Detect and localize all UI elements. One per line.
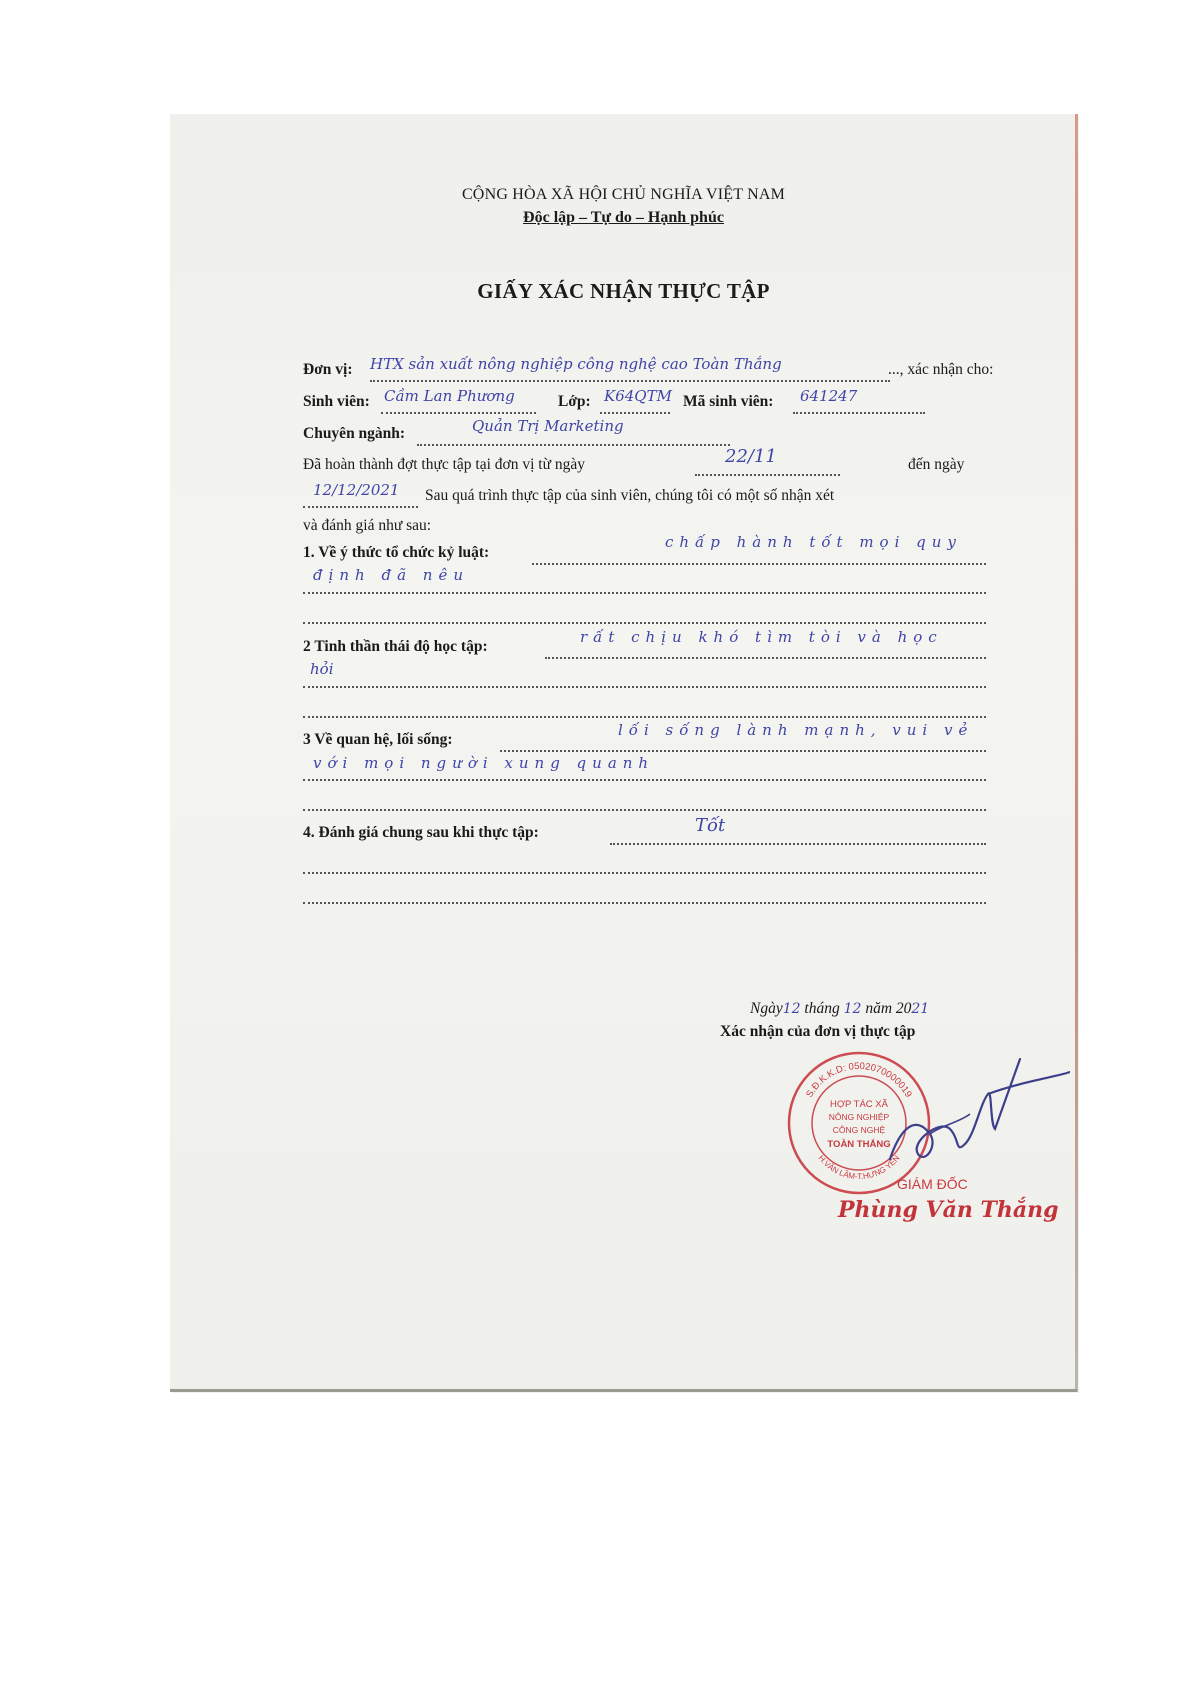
section-2-dots-3 [303, 716, 986, 718]
unit-line [303, 361, 353, 379]
section-3-dots-3 [303, 809, 986, 811]
section-1-dots-1 [532, 563, 986, 565]
student-name-value: Cầm Lan Phương [384, 387, 515, 405]
director-signature [870, 1034, 1070, 1184]
paper-edge-right [1075, 114, 1078, 1392]
student-label: Sinh viên: [303, 393, 370, 410]
stamp-line-3: CÔNG NGHỆ [832, 1125, 886, 1135]
confirm-label: Xác nhận của đơn vị thực tập [720, 1023, 916, 1040]
class-dots [600, 412, 670, 414]
period-mid: đến ngày [908, 456, 965, 473]
to-date-value: 12/12/2021 [313, 481, 400, 499]
stamp-text-top: S.Đ.K.K.D: 0502070000019 [804, 1060, 914, 1100]
director-title: GIÁM ĐỐC [897, 1176, 968, 1192]
section-4-dots-2 [303, 872, 986, 874]
stamp-line-2: NÔNG NGHIỆP [828, 1112, 890, 1122]
section-1-label: 1. Về ý thức tổ chức kỷ luật: [303, 544, 490, 561]
director-name: Phùng Văn Thắng [838, 1197, 1059, 1223]
major-value: Quản Trị Marketing [472, 417, 624, 435]
section-4-line-1: Tốt [695, 815, 726, 836]
stamp-line-4: TOÀN THẮNG [827, 1139, 891, 1150]
major-dots [417, 444, 730, 446]
period-suffix: Sau quá trình thực tập của sinh viên, chúng tôi có một số nhận xét [425, 487, 835, 504]
section-3-label: 3 Về quan hệ, lối sống: [303, 731, 453, 748]
section-4-dots-1 [610, 843, 986, 845]
section-2-dots-2 [303, 686, 986, 688]
document-title: GIẤY XÁC NHẬN THỰC TẬP [477, 279, 770, 303]
unit-dots [370, 380, 890, 382]
paper-edge-bottom [170, 1389, 1077, 1392]
unit-value: HTX sản xuất nông nghiệp công nghệ cao Toàn Thắng [370, 355, 782, 373]
national-motto: Độc lập – Tự do – Hạnh phúc [523, 209, 724, 226]
student-id-label: Mã sinh viên: [683, 393, 774, 410]
section-2-label: 2 Tinh thần thái độ học tập: [303, 638, 488, 655]
section-2-line-1: rất chịu khó tìm tòi và học [580, 628, 943, 646]
period-suffix-2: và đánh giá như sau: [303, 517, 432, 534]
document-page [170, 114, 1077, 1391]
student-id-dots [793, 412, 925, 414]
nation-header: CỘNG HÒA XÃ HỘI CHỦ NGHĨA VIỆT NAM [461, 186, 786, 203]
stamp-text-bottom: H.VĂN LÂM-T.HƯNG YÊN [816, 1153, 902, 1182]
unit-label: Đơn vị: [303, 361, 353, 378]
section-3-dots-2 [303, 779, 986, 781]
section-1-dots-3 [303, 622, 986, 624]
section-4-label: 4. Đánh giá chung sau khi thực tập: [303, 824, 539, 841]
student-id-value: 641247 [800, 387, 858, 405]
section-4-dots-3 [303, 902, 986, 904]
stamp-line-1: HỢP TÁC XÃ [830, 1099, 888, 1110]
class-label: Lớp: [558, 393, 591, 410]
to-date-dots [303, 506, 418, 508]
section-3-line-1: lối sống lành mạnh, vui vẻ [618, 721, 974, 739]
class-value: K64QTM [604, 387, 672, 405]
section-1-line-1: chấp hành tốt mọi quy [665, 533, 962, 551]
student-dots [381, 412, 536, 414]
section-3-line-2: với mọi người xung quanh [313, 754, 655, 772]
from-date-value: 22/11 [725, 446, 777, 467]
period-prefix: Đã hoàn thành đợt thực tập tại đơn vị từ ngày [303, 456, 585, 473]
section-2-dots-1 [545, 657, 986, 659]
unit-suffix: ..., xác nhận cho: [888, 361, 994, 378]
section-1-line-2: định đã nêu [313, 566, 469, 584]
section-3-dots-1 [500, 750, 986, 752]
signature-date: Ngày12 tháng 12 năm 2021 [750, 1000, 930, 1017]
section-2-line-2: hỏi [310, 660, 334, 678]
major-label: Chuyên ngành: [303, 425, 406, 442]
section-1-dots-2 [303, 592, 986, 594]
from-date-dots [695, 474, 840, 476]
